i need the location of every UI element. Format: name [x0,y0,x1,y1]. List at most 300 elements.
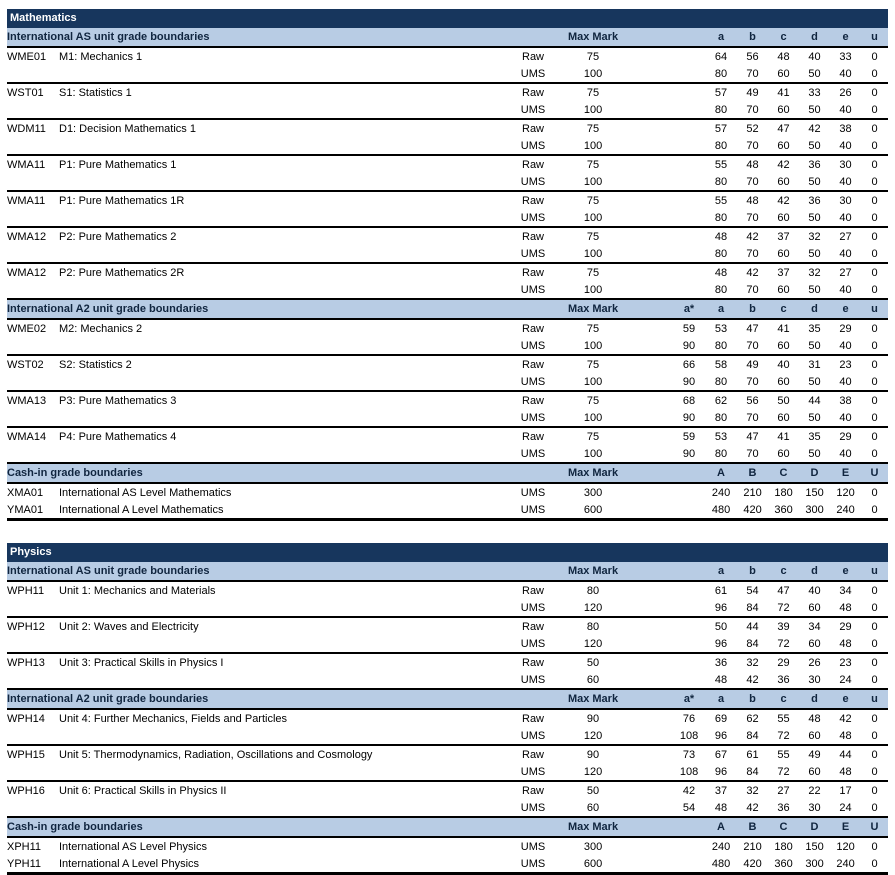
mark-type-cell: Raw [509,47,557,65]
grade-value-cell: 60 [777,175,790,188]
grade-column-header: U [861,817,888,837]
grade-value-cell: 47 [737,427,768,445]
grade-value-cell: 80 [714,283,728,296]
grade-column-header: D [799,817,830,837]
grade-value-cell: 60 [777,375,790,388]
grade-value-cell: 61 [737,745,768,763]
grade-value-cell: 66 [673,355,705,373]
unit-title: P1: Pure Mathematics 1R [59,194,185,207]
table-header-row [7,817,888,837]
grade-value-cell: 61 [705,581,737,599]
grade-value-cell: 26 [830,83,861,101]
grade-value-cell: 32 [737,653,768,671]
grade-value-cell: 41 [768,83,799,101]
spacer-cell [629,799,673,816]
grade-column-header: a* [673,299,705,319]
grade-value-cell [673,227,705,245]
mark-type-cell: UMS [520,139,546,152]
grade-value-cell: 0 [861,355,888,373]
table-header-row [7,463,888,483]
grade-value-cell: 0 [861,781,888,799]
max-mark-cell: 120 [583,729,603,742]
unit-description [7,65,509,83]
max-mark-cell: 100 [583,67,603,80]
grade-value-cell: 48 [839,729,852,742]
grade-value-cell [673,599,705,617]
grade-value-cell: 60 [808,637,821,650]
max-mark-cell: 75 [557,355,629,373]
grade-value-cell: 60 [777,447,790,460]
subject-header: Mathematics [7,9,888,28]
grade-value-cell: 70 [746,447,759,460]
mark-type-cell: Raw [509,581,557,599]
grade-value-cell: 48 [714,801,728,814]
grade-value-cell [673,671,705,688]
grade-value-cell: 44 [737,617,768,635]
max-mark-cell: 600 [557,501,629,520]
max-mark-cell: 75 [557,227,629,245]
grade-value-cell: 40 [839,103,852,116]
grade-value-cell: 0 [861,83,888,101]
grade-value-cell: 35 [799,319,830,337]
grade-value-cell: 0 [861,581,888,599]
grade-value-cell: 37 [705,781,737,799]
unit-title: D1: Decision Mathematics 1 [59,122,196,135]
grade-value-cell: 42 [746,673,759,686]
cash-in-table [7,462,888,521]
grade-value-cell: 48 [714,673,728,686]
grade-value-cell: 27 [830,263,861,281]
spacer-cell [629,427,673,445]
grade-column-header: c [768,28,799,47]
mark-type-cell: UMS [520,765,546,778]
band-title: International AS unit grade boundaries [7,562,557,581]
grade-value-cell: 80 [714,211,728,224]
grade-value-cell: 0 [871,411,878,424]
mark-type-cell: UMS [509,501,557,520]
grade-column-header: u [861,689,888,709]
grade-value-cell: 23 [830,653,861,671]
grade-value-cell: 120 [836,486,855,499]
grade-value-cell: 30 [830,191,861,209]
mark-type-cell: UMS [520,411,546,424]
grade-value-cell: 210 [743,840,762,853]
table-header-row [7,689,888,709]
grade-column-header: e [830,299,861,319]
grade-value-cell [673,653,705,671]
grade-column-header: E [830,463,861,483]
unit-row [7,709,888,727]
grade-column-header: d [799,28,830,47]
grade-value-cell: 55 [768,745,799,763]
unit-code: WPH14 [7,712,45,725]
grade-value-cell: 480 [705,501,737,520]
grade-value-cell: 50 [808,175,821,188]
spacer-cell [629,599,673,617]
grade-column-header: a [705,562,737,581]
unit-code: WMA14 [7,430,47,443]
grade-value-cell: 32 [799,227,830,245]
header-spacer [629,299,673,319]
grade-value-cell [673,101,705,119]
spacer-cell [629,155,673,173]
grade-value-cell [673,617,705,635]
grade-value-cell: 29 [830,617,861,635]
unit-description [7,155,509,173]
unit-row [7,119,888,137]
grade-value-cell: 47 [768,119,799,137]
grade-value-cell: 42 [673,781,705,799]
grade-value-cell: 80 [714,67,728,80]
grade-value-cell [673,209,705,227]
grade-value-cell: 44 [799,391,830,409]
grade-value-cell: 64 [705,47,737,65]
unit-title: P3: Pure Mathematics 3 [59,394,177,407]
grade-value-cell [673,155,705,173]
unit-code: YMA01 [7,503,44,516]
unit-row [7,355,888,373]
unit-description [7,391,509,409]
unit-row [7,799,888,816]
grade-value-cell: 40 [799,47,830,65]
grade-value-cell: 50 [808,339,821,352]
unit-code: WPH15 [7,748,45,761]
grade-value-cell: 62 [705,391,737,409]
spacer-cell [629,671,673,688]
grade-column-header: B [737,817,768,837]
max-mark-cell: 100 [583,411,603,424]
grade-value-cell: 34 [799,617,830,635]
grade-value-cell: 50 [808,283,821,296]
subject-header: Physics [7,543,888,562]
grade-value-cell: 80 [714,375,728,388]
max-mark-cell: 75 [557,427,629,445]
mark-type-cell: UMS [520,729,546,742]
grade-value-cell: 150 [805,840,824,853]
header-spacer [629,28,673,47]
max-mark-cell: 80 [557,617,629,635]
max-mark-cell: 100 [583,103,603,116]
grade-value-cell: 70 [746,247,759,260]
grade-value-cell: 60 [777,139,790,152]
grade-value-cell: 0 [871,673,878,686]
grade-value-cell: 40 [839,247,852,260]
unit-code: WDM11 [7,122,46,135]
grade-column-header: a [705,689,737,709]
grade-value-cell: 0 [861,855,888,874]
grade-value-cell: 22 [799,781,830,799]
mark-type-cell: UMS [520,247,546,260]
unit-row [7,155,888,173]
max-mark-cell: 75 [557,319,629,337]
grade-value-cell: 50 [808,139,821,152]
unit-row [7,391,888,409]
spacer-cell [629,727,673,745]
max-mark-cell: 100 [583,283,603,296]
grade-value-cell: 48 [737,191,768,209]
mark-type-cell: UMS [520,840,546,853]
grade-value-cell: 0 [861,745,888,763]
cashin-row [7,501,888,520]
grade-value-cell: 40 [799,581,830,599]
unit-description [7,745,509,763]
unit-description [7,209,509,227]
grade-value-cell: 0 [871,175,878,188]
grade-value-cell: 47 [737,319,768,337]
unit-row [7,599,888,617]
unit-description [7,83,509,101]
grade-column-header [673,817,705,837]
grade-value-cell: 0 [871,801,878,814]
mark-type-cell: Raw [509,155,557,173]
unit-title: P4: Pure Mathematics 4 [59,430,177,443]
grade-value-cell: 0 [871,211,878,224]
grade-value-cell: 72 [777,765,790,778]
unit-title: M2: Mechanics 2 [59,322,143,335]
max-mark-cell: 100 [583,375,603,388]
cashin-row [7,837,888,855]
grade-value-cell: 40 [839,411,852,424]
unit-title: Unit 1: Mechanics and Materials [59,584,216,597]
mark-type-cell: Raw [509,781,557,799]
grade-value-cell: 180 [774,486,793,499]
header-spacer [629,817,673,837]
grade-value-cell: 0 [861,427,888,445]
unit-description [7,581,509,599]
grade-value-cell: 0 [861,617,888,635]
grade-column-header: a [705,299,737,319]
grade-value-cell: 80 [714,247,728,260]
grade-value-cell: 27 [830,227,861,245]
spacer-cell [629,173,673,191]
grade-value-cell: 56 [737,47,768,65]
grade-value-cell: 55 [705,191,737,209]
unit-row [7,245,888,263]
grade-value-cell: 37 [768,227,799,245]
mark-type-cell: UMS [520,601,546,614]
grade-value-cell: 48 [799,709,830,727]
grade-value-cell: 360 [768,501,799,520]
grade-value-cell: 50 [808,67,821,80]
grade-value-cell: 90 [682,375,696,388]
max-mark-cell: 100 [583,211,603,224]
spacer-cell [629,355,673,373]
grade-value-cell: 36 [777,673,790,686]
grade-value-cell: 32 [799,263,830,281]
max-mark-cell: 300 [583,486,603,499]
mark-type-cell: UMS [520,283,546,296]
grade-value-cell: 240 [711,486,731,499]
grade-value-cell: 60 [777,247,790,260]
unit-description [7,409,509,427]
spacer-cell [629,855,673,874]
unit-description [7,763,509,781]
unit-description [7,709,509,727]
spacer-cell [629,391,673,409]
grade-value-cell: 30 [808,801,821,814]
grade-value-cell: 38 [830,391,861,409]
grade-value-cell: 84 [746,729,759,742]
mark-type-cell: Raw [509,83,557,101]
spacer-cell [629,483,673,501]
grade-value-cell: 54 [682,801,696,814]
grade-value-cell [673,47,705,65]
spacer-cell [629,709,673,727]
grade-value-cell: 60 [777,411,790,424]
grade-value-cell: 240 [711,840,731,853]
unit-row [7,373,888,391]
grade-value-cell: 53 [705,319,737,337]
grade-value-cell: 0 [871,601,878,614]
unit-description [7,501,509,520]
spacer-cell [629,763,673,781]
grade-value-cell: 0 [871,486,878,499]
max-mark-cell: 75 [557,391,629,409]
unit-code: WMA12 [7,230,47,243]
unit-description [7,119,509,137]
grade-value-cell: 40 [839,67,852,80]
unit-code: WMA13 [7,394,47,407]
grade-value-cell: 360 [768,855,799,874]
grade-value-cell: 33 [799,83,830,101]
grade-value-cell: 40 [839,375,852,388]
unit-description [7,263,509,281]
unit-row [7,191,888,209]
cash-in-table [7,816,888,875]
unit-description [7,427,509,445]
unit-row [7,445,888,462]
grade-column-header: e [830,562,861,581]
grade-column-header: u [861,28,888,47]
max-mark-header: Max Mark [557,299,629,319]
spacer-cell [629,319,673,337]
grade-column-header: c [768,562,799,581]
grade-value-cell: 72 [777,637,790,650]
grade-column-header: d [799,299,830,319]
grade-value-cell: 42 [799,119,830,137]
max-mark-cell: 120 [583,601,603,614]
grade-value-cell [673,855,705,874]
unit-title: S2: Statistics 2 [59,358,132,371]
grade-value-cell: 36 [799,155,830,173]
grade-boundaries-table [7,298,888,462]
grade-value-cell: 39 [768,617,799,635]
grade-value-cell: 54 [737,581,768,599]
grade-value-cell: 240 [830,501,861,520]
grade-value-cell: 38 [830,119,861,137]
spacer-cell [629,445,673,462]
spacer-cell [629,101,673,119]
unit-code: XPH11 [7,840,42,853]
unit-title: Unit 3: Practical Skills in Physics I [59,656,224,669]
grade-column-header: B [737,463,768,483]
spacer-cell [629,581,673,599]
grade-value-cell: 60 [777,211,790,224]
max-mark-cell: 600 [557,855,629,874]
max-mark-cell: 300 [583,840,603,853]
grade-value-cell: 48 [705,227,737,245]
unit-row [7,653,888,671]
grade-value-cell: 420 [737,501,768,520]
unit-code: WPH13 [7,656,45,669]
grade-value-cell: 70 [746,211,759,224]
grade-value-cell: 50 [768,391,799,409]
grade-value-cell: 49 [737,83,768,101]
grade-value-cell: 23 [830,355,861,373]
grade-column-header: b [737,562,768,581]
spacer-cell [629,65,673,83]
grade-column-header: b [737,299,768,319]
spacer-cell [629,245,673,263]
unit-row [7,581,888,599]
grade-value-cell: 96 [714,637,728,650]
grade-value-cell: 56 [737,391,768,409]
grade-column-header: b [737,28,768,47]
grade-column-header: c [768,299,799,319]
grade-value-cell: 72 [777,729,790,742]
unit-title: P1: Pure Mathematics 1 [59,158,177,171]
grade-boundaries-page [7,9,888,875]
grade-value-cell [673,635,705,653]
mark-type-cell: UMS [520,447,546,460]
unit-code: WME02 [7,322,47,335]
grade-value-cell: 29 [830,319,861,337]
unit-title: International A Level Physics [59,857,200,870]
grade-value-cell: 0 [861,191,888,209]
grade-column-header: A [705,817,737,837]
max-mark-cell: 100 [583,139,603,152]
grade-value-cell: 48 [839,637,852,650]
grade-value-cell: 0 [861,47,888,65]
band-title: Cash-in grade boundaries [7,463,557,483]
mark-type-cell: Raw [509,709,557,727]
grade-value-cell: 0 [871,283,878,296]
max-mark-header: Max Mark [557,463,629,483]
unit-description [7,373,509,391]
grade-value-cell: 96 [714,765,728,778]
grade-value-cell: 40 [839,283,852,296]
grade-value-cell: 0 [871,375,878,388]
unit-description [7,101,509,119]
grade-value-cell: 0 [861,653,888,671]
unit-description [7,355,509,373]
mark-type-cell: Raw [509,191,557,209]
grade-value-cell: 50 [808,375,821,388]
max-mark-cell: 75 [557,83,629,101]
grade-value-cell: 55 [768,709,799,727]
unit-description [7,47,509,65]
grade-value-cell: 42 [737,263,768,281]
unit-row [7,101,888,119]
grade-value-cell: 52 [737,119,768,137]
unit-row [7,227,888,245]
unit-title: International AS Level Mathematics [59,486,232,499]
grade-column-header: E [830,817,861,837]
grade-value-cell: 70 [746,339,759,352]
grade-value-cell: 50 [808,211,821,224]
max-mark-header: Max Mark [557,562,629,581]
grade-value-cell: 50 [808,411,821,424]
grade-value-cell: 47 [768,581,799,599]
max-mark-cell: 90 [557,745,629,763]
grade-value-cell: 42 [830,709,861,727]
unit-row [7,763,888,781]
grade-column-header: u [861,562,888,581]
grade-value-cell: 60 [808,729,821,742]
grade-value-cell: 80 [714,411,728,424]
grade-value-cell: 67 [705,745,737,763]
max-mark-cell: 100 [583,447,603,460]
